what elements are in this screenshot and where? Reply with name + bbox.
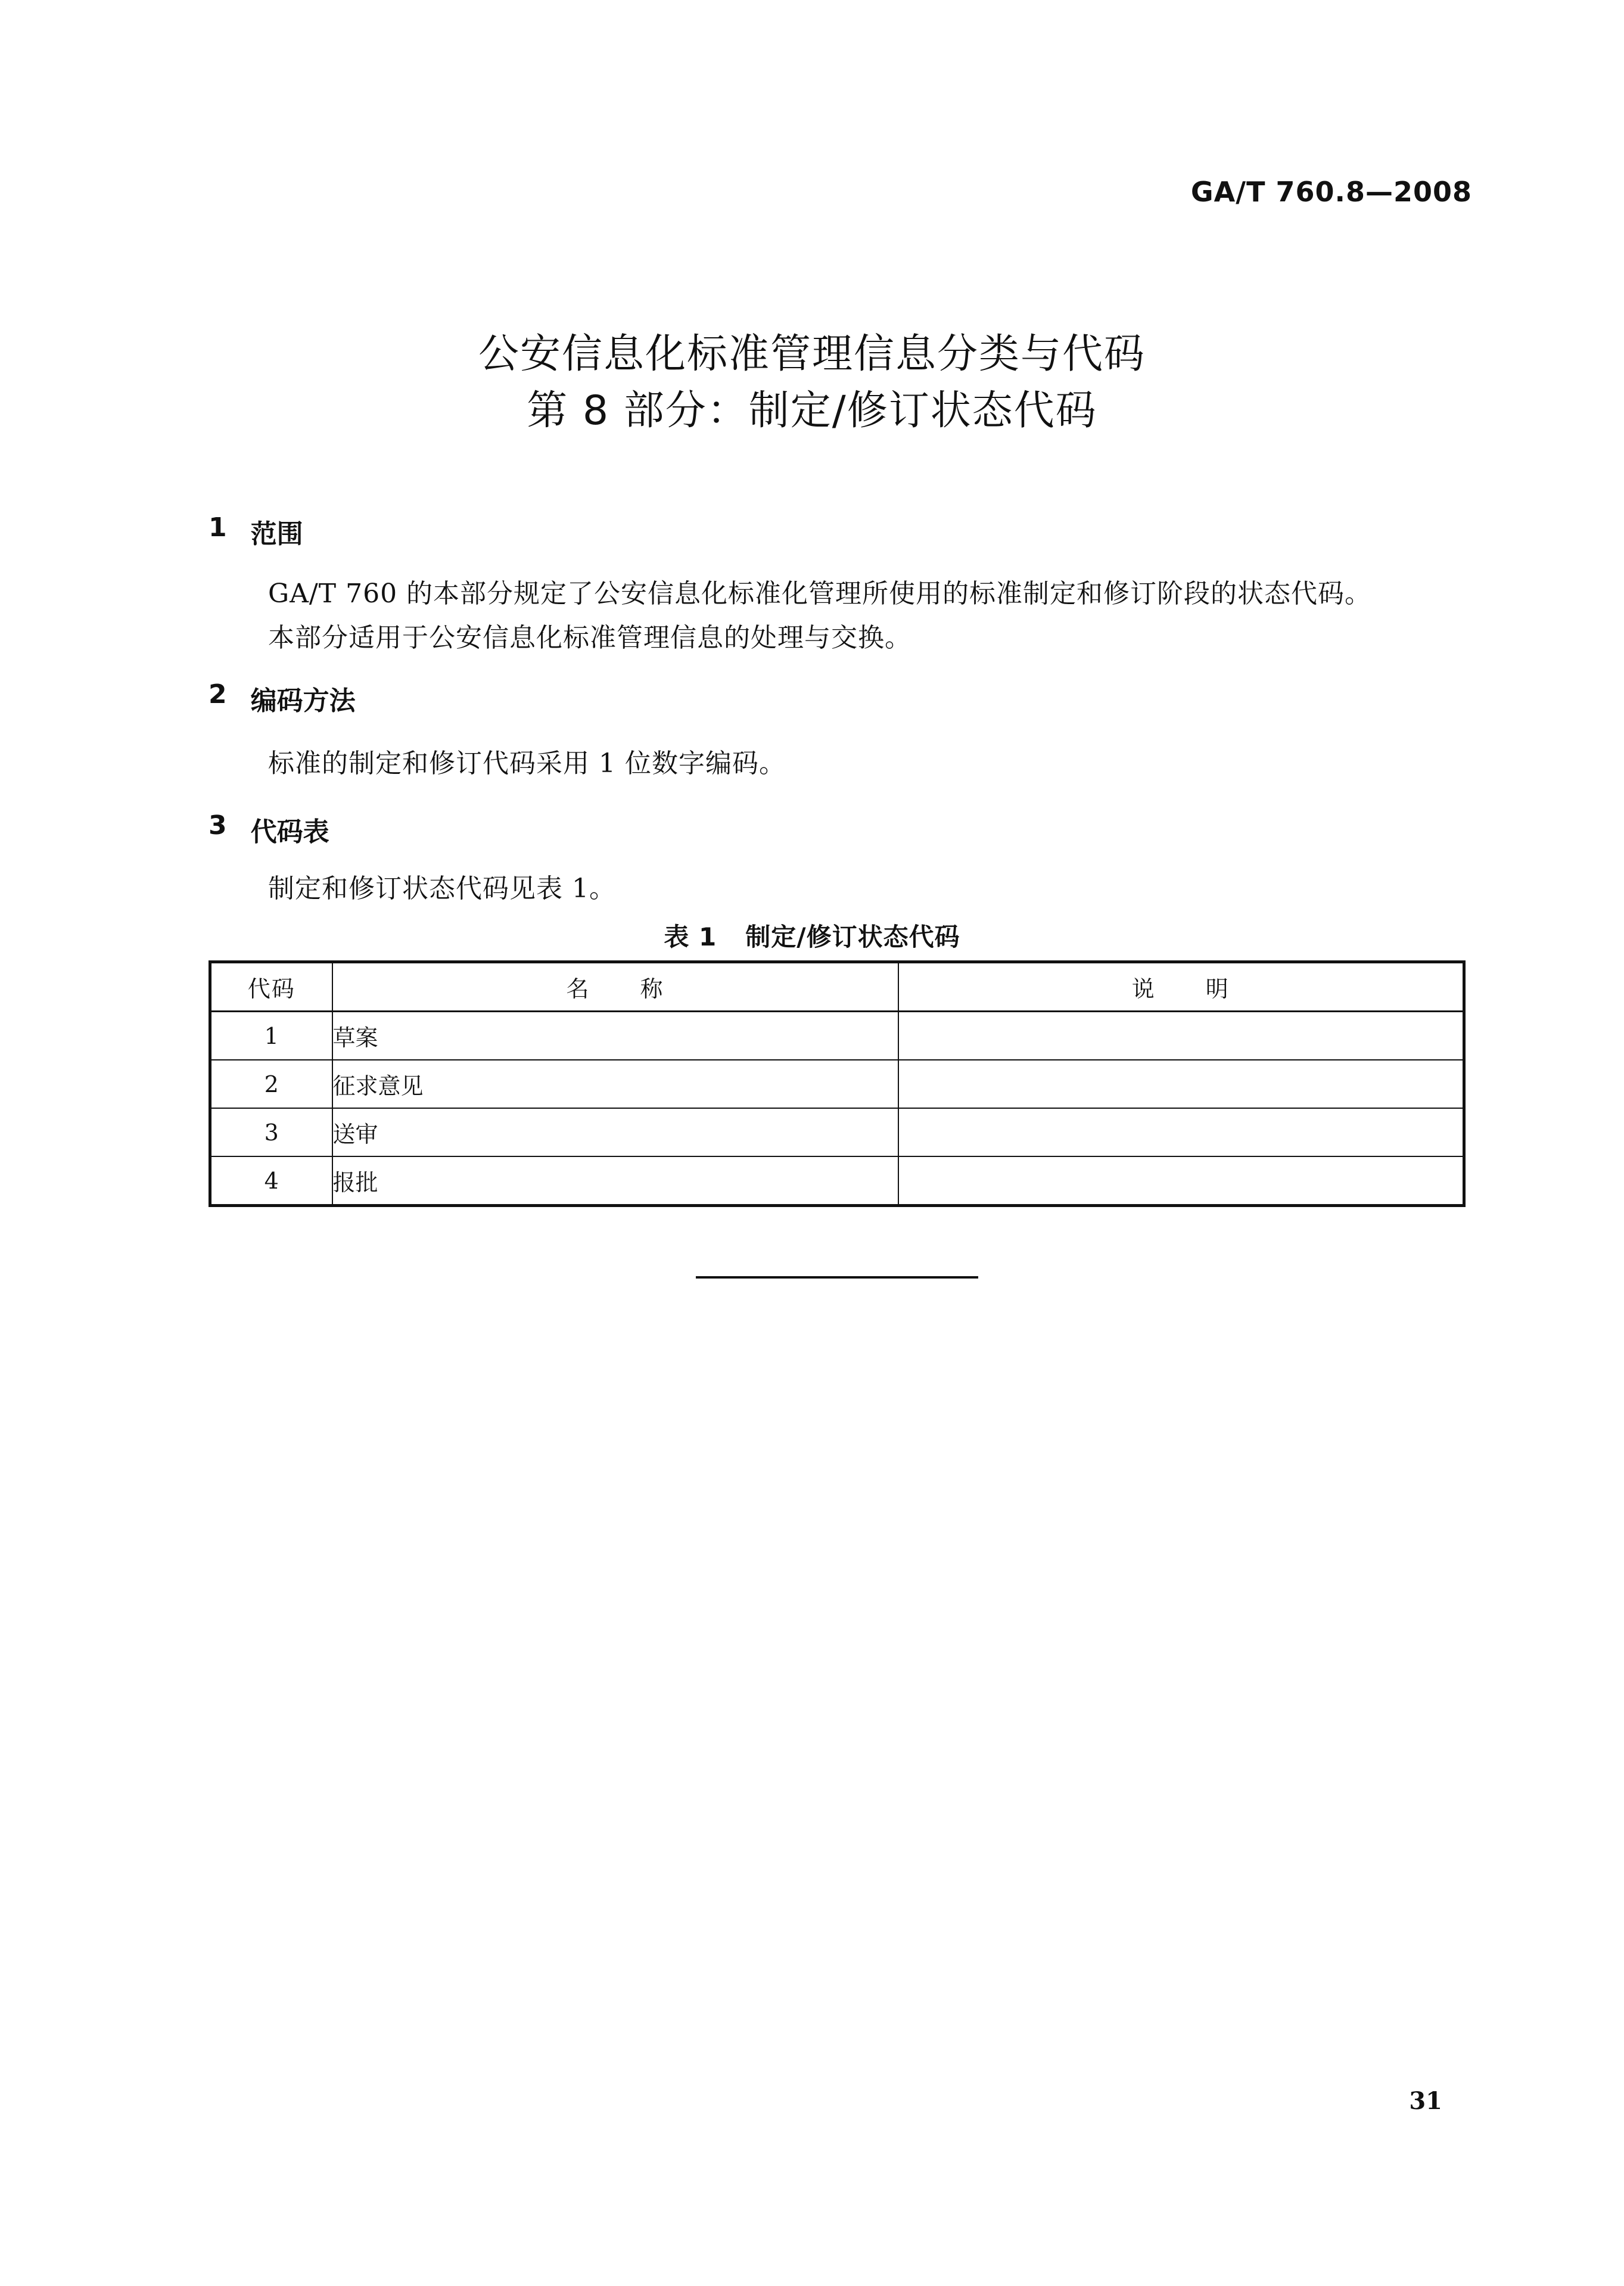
name-cell: 送审 — [332, 1108, 898, 1156]
table-caption-number: 表 1 — [664, 922, 717, 951]
description-cell — [898, 1108, 1464, 1156]
section-number: 3 — [209, 810, 227, 841]
section-3-heading — [209, 810, 329, 848]
paragraph: GA/T 760 的本部分规定了公安信息化标准化管理所使用的标准制定和修订阶段的状态代码。 — [268, 579, 1372, 609]
description-cell — [898, 1012, 1464, 1060]
table-header-row — [210, 962, 1464, 1012]
column-header-code: 代码 — [210, 962, 332, 1012]
table-row — [210, 1060, 1464, 1108]
section-title: 范围 — [250, 519, 303, 549]
paragraph: 标准的制定和修订代码采用 1 位数字编码。 — [268, 748, 786, 779]
section-title: 编码方法 — [250, 686, 356, 716]
table-row — [210, 1156, 1464, 1206]
description-cell — [898, 1156, 1464, 1206]
paragraph: 本部分适用于公安信息化标准管理信息的处理与交换。 — [268, 623, 911, 653]
column-header-name: 名 称 — [332, 962, 898, 1012]
table-caption — [0, 917, 1624, 953]
end-rule-divider — [696, 1276, 978, 1279]
table-caption-title: 制定/修订状态代码 — [745, 922, 960, 951]
table-row — [210, 1108, 1464, 1156]
table-row — [210, 1012, 1464, 1060]
section-2-heading — [209, 679, 356, 717]
document-title: 公安信息化标准管理信息分类与代码 — [478, 331, 1146, 378]
code-cell: 2 — [210, 1060, 332, 1108]
document-code: GA/T 760.8—2008 — [1190, 176, 1472, 208]
page-number: 31 — [1409, 2087, 1442, 2115]
description-cell — [898, 1060, 1464, 1108]
column-header-description: 说 明 — [898, 962, 1464, 1012]
section-number: 2 — [209, 679, 227, 710]
code-cell: 1 — [210, 1012, 332, 1060]
name-cell: 报批 — [332, 1156, 898, 1206]
code-cell: 3 — [210, 1108, 332, 1156]
document-subtitle: 第 8 部分：制定/修订状态代码 — [527, 387, 1097, 434]
paragraph: 制定和修订状态代码见表 1。 — [268, 873, 616, 904]
name-cell: 草案 — [332, 1012, 898, 1060]
status-code-table — [209, 960, 1466, 1207]
section-1-heading — [209, 512, 303, 550]
section-number: 1 — [209, 512, 227, 543]
code-cell: 4 — [210, 1156, 332, 1206]
section-title: 代码表 — [250, 817, 329, 847]
name-cell: 征求意见 — [332, 1060, 898, 1108]
